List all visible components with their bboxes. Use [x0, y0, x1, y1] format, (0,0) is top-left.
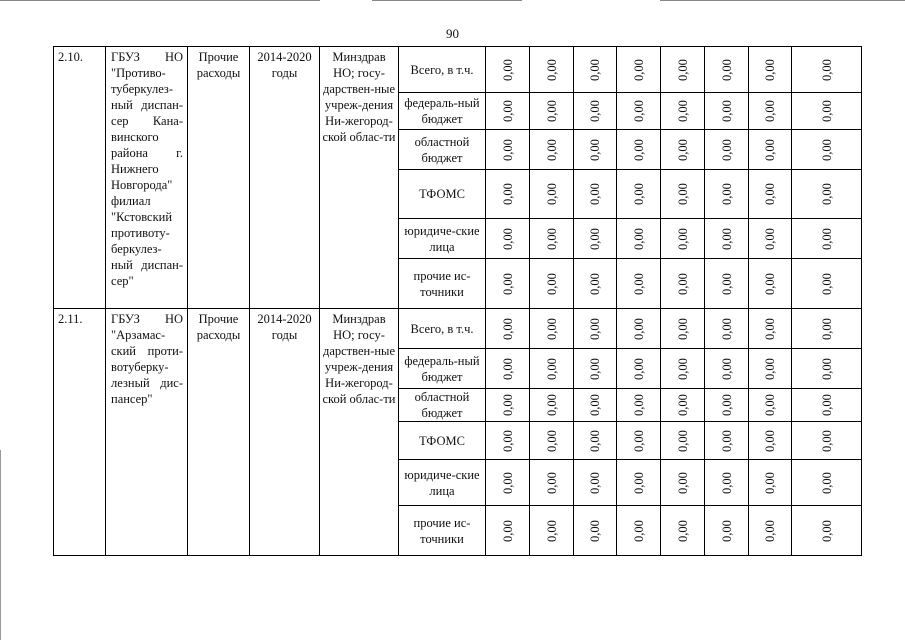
value-cell — [705, 460, 749, 506]
value-cell — [617, 349, 661, 389]
value-text: 0,00 — [544, 227, 559, 250]
value-text: 0,00 — [631, 227, 646, 250]
value-text: 0,00 — [819, 357, 834, 380]
value-text: 0,00 — [588, 58, 602, 81]
value-cell — [792, 309, 862, 349]
value-text: 0,00 — [763, 227, 777, 250]
funding-source: юридиче-ские лица — [399, 219, 486, 259]
value-cell — [661, 422, 705, 460]
value-cell — [792, 170, 862, 219]
page-number: 90 — [446, 26, 459, 41]
value-cell — [749, 219, 792, 259]
value-text: 0,00 — [500, 357, 515, 380]
value-text: 0,00 — [819, 58, 834, 81]
value-cell — [617, 170, 661, 219]
value-text: 0,00 — [500, 272, 515, 295]
value-text: 0,00 — [500, 138, 515, 161]
value-cell — [792, 130, 862, 170]
value-cell — [661, 219, 705, 259]
value-cell — [705, 170, 749, 219]
value-cell — [749, 93, 792, 130]
value-cell — [574, 93, 617, 130]
value-cell — [705, 130, 749, 170]
value-cell — [617, 130, 661, 170]
value-cell — [705, 259, 749, 309]
value-cell — [749, 460, 792, 506]
value-cell — [574, 309, 617, 349]
value-cell — [661, 93, 705, 130]
period: 2014-2020 годы — [250, 309, 320, 556]
value-text: 0,00 — [675, 357, 690, 380]
value-text: 0,00 — [631, 100, 646, 122]
value-text: 0,00 — [675, 471, 690, 494]
value-cell — [486, 259, 530, 309]
value-cell — [530, 219, 574, 259]
value-text: 0,00 — [719, 357, 734, 380]
value-text: 0,00 — [719, 519, 734, 542]
value-text: 0,00 — [544, 183, 559, 205]
value-text: 0,00 — [588, 272, 602, 295]
value-text: 0,00 — [631, 519, 646, 542]
funding-source: Всего, в т.ч. — [399, 47, 486, 93]
value-text: 0,00 — [544, 58, 559, 81]
value-cell — [530, 259, 574, 309]
value-cell — [792, 506, 862, 556]
value-cell — [486, 506, 530, 556]
value-cell — [574, 422, 617, 460]
value-cell — [792, 349, 862, 389]
value-cell — [749, 349, 792, 389]
value-text: 0,00 — [500, 183, 515, 205]
value-text: 0,00 — [588, 138, 602, 161]
value-text: 0,00 — [719, 394, 734, 416]
expense-type: Прочие расходы — [188, 47, 250, 309]
value-cell — [617, 460, 661, 506]
value-text: 0,00 — [719, 183, 734, 205]
scan-edge — [0, 450, 1, 640]
value-cell — [617, 422, 661, 460]
value-text: 0,00 — [500, 519, 515, 542]
value-cell — [661, 349, 705, 389]
table-row — [54, 47, 862, 93]
value-text: 0,00 — [631, 317, 646, 340]
funding-source: прочие ис-точники — [399, 259, 486, 309]
value-cell — [749, 47, 792, 93]
value-text: 0,00 — [719, 429, 734, 452]
value-cell — [574, 170, 617, 219]
value-text: 0,00 — [719, 100, 734, 122]
expense-type: Прочие расходы — [188, 309, 250, 556]
value-cell — [574, 349, 617, 389]
funding-source: Всего, в т.ч. — [399, 309, 486, 349]
value-cell — [617, 219, 661, 259]
value-text: 0,00 — [719, 272, 734, 295]
funding-source: ТФОМС — [399, 422, 486, 460]
value-text: 0,00 — [588, 429, 602, 452]
value-text: 0,00 — [819, 429, 834, 452]
value-cell — [530, 460, 574, 506]
value-text: 0,00 — [719, 58, 734, 81]
value-text: 0,00 — [819, 138, 834, 161]
value-text: 0,00 — [588, 100, 602, 122]
value-text: 0,00 — [631, 357, 646, 380]
value-cell — [486, 349, 530, 389]
value-cell — [617, 309, 661, 349]
value-cell — [530, 349, 574, 389]
funding-source: прочие ис-точники — [399, 506, 486, 556]
value-cell — [617, 93, 661, 130]
funding-source: ТФОМС — [399, 170, 486, 219]
value-text: 0,00 — [675, 138, 690, 161]
period: 2014-2020 годы — [250, 47, 320, 309]
value-text: 0,00 — [588, 394, 602, 416]
value-text: 0,00 — [763, 183, 777, 205]
value-text: 0,00 — [675, 100, 690, 122]
value-cell — [486, 389, 530, 422]
value-cell — [574, 460, 617, 506]
value-text: 0,00 — [544, 471, 559, 494]
funding-source: областной бюджет — [399, 130, 486, 170]
value-cell — [486, 170, 530, 219]
value-text: 0,00 — [631, 138, 646, 161]
value-cell — [530, 170, 574, 219]
executor: Минздрав НО; госу-дарствен-ные учреж-дения Ни-жегород-ской облас-ти — [320, 47, 399, 309]
value-text: 0,00 — [500, 394, 515, 416]
organization-name: ГБУЗ НО "Противо-туберкулез-ный диспан-сер Кана-винского района г. Нижнего Новгорода" филиал "Кстовский противоту-беркулез-ный диспан-сер" — [106, 47, 188, 309]
value-text: 0,00 — [631, 394, 646, 416]
value-text: 0,00 — [500, 227, 515, 250]
scan-top-line — [0, 0, 320, 1]
value-cell — [705, 93, 749, 130]
value-text: 0,00 — [588, 519, 602, 542]
funding-source: федераль-ный бюджет — [399, 93, 486, 130]
value-cell — [617, 506, 661, 556]
value-text: 0,00 — [763, 429, 777, 452]
value-text: 0,00 — [819, 519, 834, 542]
value-cell — [749, 130, 792, 170]
organization-name: ГБУЗ НО "Арзамас-ский проти-вотуберку-лезный дис-пансер" — [106, 309, 188, 556]
value-cell — [661, 130, 705, 170]
value-cell — [574, 219, 617, 259]
value-text: 0,00 — [675, 519, 690, 542]
funding-source: федераль-ный бюджет — [399, 349, 486, 389]
value-text: 0,00 — [588, 357, 602, 380]
value-cell — [617, 389, 661, 422]
value-cell — [749, 389, 792, 422]
value-text: 0,00 — [719, 138, 734, 161]
value-cell — [617, 259, 661, 309]
value-text: 0,00 — [763, 58, 777, 81]
value-text: 0,00 — [819, 471, 834, 494]
value-cell — [486, 47, 530, 93]
value-cell — [530, 422, 574, 460]
value-cell — [574, 389, 617, 422]
value-cell — [574, 130, 617, 170]
value-text: 0,00 — [763, 394, 777, 416]
value-cell — [705, 219, 749, 259]
value-cell — [792, 219, 862, 259]
value-text: 0,00 — [631, 272, 646, 295]
value-cell — [574, 506, 617, 556]
value-text: 0,00 — [763, 138, 777, 161]
value-cell — [792, 460, 862, 506]
value-text: 0,00 — [675, 272, 690, 295]
value-cell — [749, 170, 792, 219]
value-text: 0,00 — [544, 317, 559, 340]
value-text: 0,00 — [819, 394, 834, 416]
value-text: 0,00 — [631, 429, 646, 452]
value-cell — [749, 309, 792, 349]
value-cell — [574, 259, 617, 309]
scan-top-line — [372, 0, 522, 1]
value-text: 0,00 — [763, 317, 777, 340]
value-text: 0,00 — [631, 471, 646, 494]
value-text: 0,00 — [763, 519, 777, 542]
value-cell — [574, 47, 617, 93]
value-cell — [661, 170, 705, 219]
value-text: 0,00 — [719, 471, 734, 494]
value-cell — [705, 506, 749, 556]
value-text: 0,00 — [631, 183, 646, 205]
value-text: 0,00 — [675, 227, 690, 250]
value-cell — [705, 309, 749, 349]
value-cell — [792, 47, 862, 93]
value-text: 0,00 — [544, 357, 559, 380]
value-text: 0,00 — [675, 183, 690, 205]
value-cell — [792, 93, 862, 130]
value-text: 0,00 — [675, 58, 690, 81]
value-cell — [661, 309, 705, 349]
value-text: 0,00 — [763, 100, 777, 122]
value-text: 0,00 — [763, 471, 777, 494]
value-cell — [661, 460, 705, 506]
value-cell — [617, 47, 661, 93]
value-cell — [661, 389, 705, 422]
value-text: 0,00 — [819, 183, 834, 205]
row-number: 2.10. — [54, 47, 106, 309]
value-text: 0,00 — [544, 100, 559, 122]
value-cell — [530, 309, 574, 349]
value-cell — [792, 389, 862, 422]
value-text: 0,00 — [500, 429, 515, 452]
value-text: 0,00 — [763, 357, 777, 380]
funding-source: юридиче-ские лица — [399, 460, 486, 506]
value-cell — [486, 422, 530, 460]
value-text: 0,00 — [500, 471, 515, 494]
value-text: 0,00 — [675, 317, 690, 340]
value-cell — [792, 422, 862, 460]
value-cell — [530, 506, 574, 556]
value-text: 0,00 — [819, 317, 834, 340]
value-text: 0,00 — [819, 272, 834, 295]
value-text: 0,00 — [631, 58, 646, 81]
value-cell — [486, 309, 530, 349]
value-text: 0,00 — [719, 227, 734, 250]
value-text: 0,00 — [544, 272, 559, 295]
value-cell — [749, 259, 792, 309]
executor: Минздрав НО; госу-дарствен-ные учреж-дения Ни-жегород-ской облас-ти — [320, 309, 399, 556]
value-cell — [749, 506, 792, 556]
scan-top-line — [660, 0, 905, 1]
value-cell — [530, 130, 574, 170]
value-cell — [792, 259, 862, 309]
value-text: 0,00 — [544, 519, 559, 542]
value-cell — [530, 47, 574, 93]
value-cell — [661, 506, 705, 556]
value-text: 0,00 — [588, 183, 602, 205]
value-text: 0,00 — [544, 394, 559, 416]
value-text: 0,00 — [819, 100, 834, 122]
value-cell — [486, 460, 530, 506]
value-text: 0,00 — [588, 227, 602, 250]
value-cell — [661, 259, 705, 309]
value-text: 0,00 — [588, 317, 602, 340]
value-text: 0,00 — [544, 429, 559, 452]
value-cell — [705, 47, 749, 93]
value-text: 0,00 — [819, 227, 834, 250]
value-cell — [530, 389, 574, 422]
value-text: 0,00 — [500, 100, 515, 122]
value-cell — [705, 422, 749, 460]
value-cell — [530, 93, 574, 130]
value-cell — [661, 47, 705, 93]
value-text: 0,00 — [544, 138, 559, 161]
value-text: 0,00 — [719, 317, 734, 340]
row-number: 2.11. — [54, 309, 106, 556]
funding-source: областной бюджет — [399, 389, 486, 422]
value-cell — [486, 130, 530, 170]
value-cell — [486, 93, 530, 130]
value-cell — [705, 349, 749, 389]
budget-table — [53, 46, 862, 556]
value-text: 0,00 — [588, 471, 602, 494]
value-cell — [749, 422, 792, 460]
value-text: 0,00 — [500, 317, 515, 340]
value-text: 0,00 — [763, 272, 777, 295]
value-cell — [486, 219, 530, 259]
value-text: 0,00 — [500, 58, 515, 81]
value-cell — [705, 389, 749, 422]
value-text: 0,00 — [675, 429, 690, 452]
value-text: 0,00 — [675, 394, 690, 416]
table-row — [54, 309, 862, 349]
